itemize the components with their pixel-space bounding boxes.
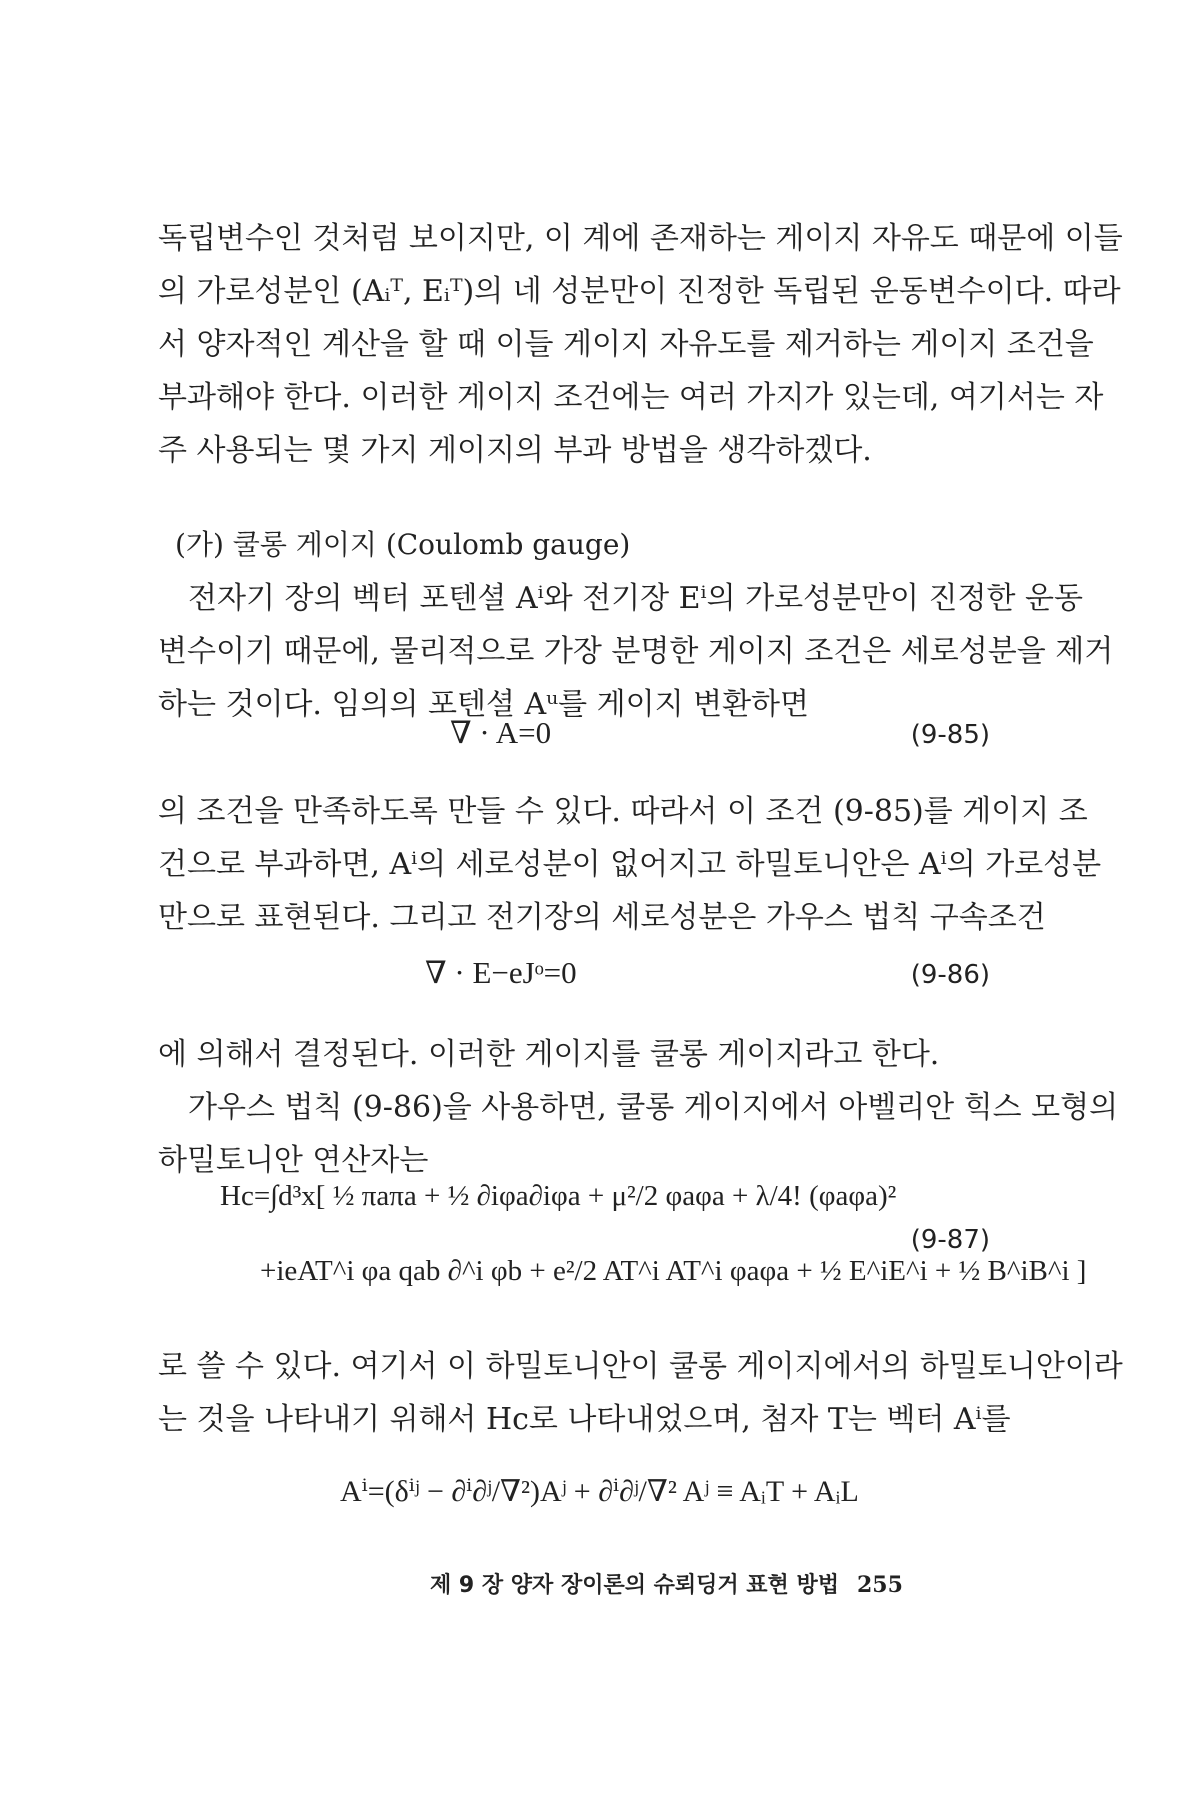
text-line: 하밀토니안 연산자는	[158, 1143, 429, 1178]
paragraph-2	[158, 572, 1114, 731]
text-line: 만으로 표현된다. 그리고 전기장의 세로성분은 가우스 법칙 구속조건	[158, 900, 1046, 935]
paragraph-3	[158, 785, 1102, 944]
equation-number: (9-86)	[910, 960, 990, 990]
section-heading: (가) 쿨롱 게이지 (Coulomb gauge)	[175, 528, 631, 561]
chapter-running-title: 제 9 장 양자 장이론의 슈뢰딩거 표현 방법	[430, 1573, 839, 1598]
text-line: 에 의해서 결정된다. 이러한 게이지를 쿨롱 게이지라고 한다.	[158, 1037, 940, 1072]
text-line: 건으로 부과하면, Aⁱ의 세로성분이 없어지고 하밀토니안은 Aⁱ의 가로성분	[158, 847, 1102, 882]
page-number: 255	[856, 1572, 903, 1598]
text-line: 부과해야 한다. 이러한 게이지 조건에는 여러 가지가 있는데, 여기서는 자	[158, 380, 1104, 415]
text-line: 변수이기 때문에, 물리적으로 가장 분명한 게이지 조건은 세로성분을 제거	[158, 634, 1114, 669]
equation-number: (9-87)	[910, 1225, 990, 1255]
equation-transverse-decomposition	[150, 1462, 1010, 1532]
equation-line-2: +ieAT^i φa qab ∂^i φb + e²/2 AT^i AT^i φaφa + ½ E^iE^i + ½ B^iB^i ]	[260, 1255, 1087, 1287]
equation-line-1: Hc=∫d³x[ ½ πaπa + ½ ∂iφa∂iφa + μ²/2 φaφa + λ/4! (φaφa)²	[220, 1180, 897, 1212]
equation-number: (9-85)	[910, 720, 990, 750]
equation-9-87	[150, 1170, 1087, 1320]
text-line: 가우스 법칙 (9-86)을 사용하면, 쿨롱 게이지에서 아벨리안 힉스 모형의	[188, 1090, 1119, 1125]
equation-body: Aⁱ=(δⁱʲ − ∂ⁱ∂ʲ/∇²)Aʲ + ∂ⁱ∂ʲ/∇² Aʲ ≡ AᵢT + AᵢL	[340, 1475, 859, 1508]
text-line: 서 양자적인 계산을 할 때 이들 게이지 자유도를 제거하는 게이지 조건을	[158, 327, 1094, 362]
equation-body: ∇ · E−eJᵒ=0	[425, 955, 577, 990]
page-footer	[430, 1568, 990, 1608]
text-line: 는 것을 나타내기 위해서 Hc로 나타내었으며, 첨자 T는 벡터 Aⁱ를	[158, 1402, 1011, 1437]
paragraph-1	[158, 212, 1123, 477]
text-line: 독립변수인 것처럼 보이지만, 이 계에 존재하는 게이지 자유도 때문에 이들	[158, 221, 1123, 256]
text-line: 하는 것이다. 임의의 포텐셜 Aᵘ를 게이지 변환하면	[158, 687, 810, 722]
equation-body: ∇ · A=0	[450, 715, 552, 750]
text-line: 주 사용되는 몇 가지 게이지의 부과 방법을 생각하겠다.	[158, 433, 872, 468]
equation-9-85	[150, 710, 1010, 760]
equation-9-86	[150, 950, 1010, 1000]
text-line: 로 쓸 수 있다. 여기서 이 하밀토니안이 쿨롱 게이지에서의 하밀토니안이라	[158, 1349, 1123, 1384]
text-line: 전자기 장의 벡터 포텐셜 Aⁱ와 전기장 Eⁱ의 가로성분만이 진정한 운동	[188, 581, 1083, 616]
text-line: 의 가로성분인 (Aᵢᵀ, Eᵢᵀ)의 네 성분만이 진정한 독립된 운동변수이다. 따라	[158, 274, 1121, 309]
paragraph-5	[158, 1340, 1123, 1446]
paragraph-4	[158, 1028, 1119, 1187]
text-line: 의 조건을 만족하도록 만들 수 있다. 따라서 이 조건 (9-85)를 게이지 조	[158, 794, 1088, 829]
